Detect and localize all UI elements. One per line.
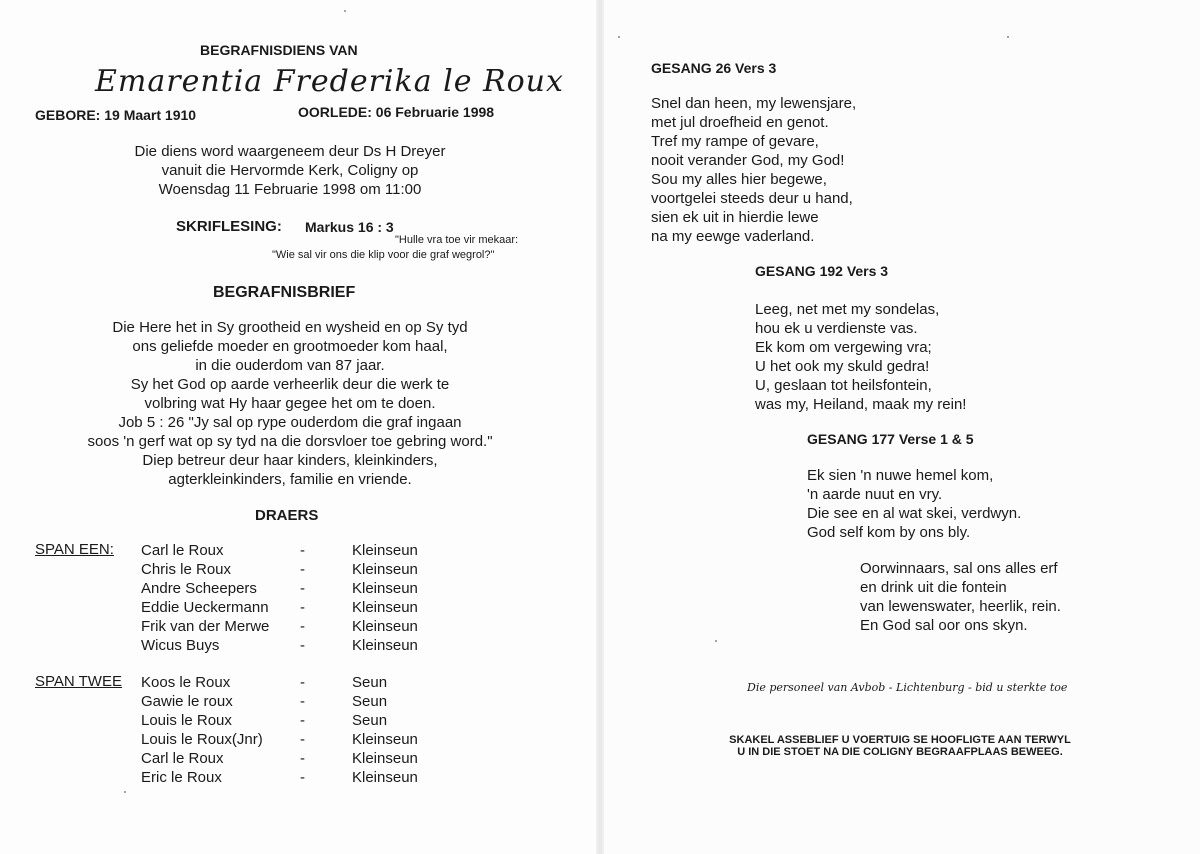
notice-line: SKAKEL ASSEBLIEF U VOERTUIG SE HOOFLIGTE AAN TERWYL (729, 734, 1071, 746)
letter-line: Die Here het in Sy grootheid en wysheid en op Sy tyd (112, 319, 468, 336)
bearer-relation: Kleinseun (352, 542, 418, 559)
bearer-relation: Seun (352, 674, 388, 691)
bearer-relation: Kleinseun (352, 769, 418, 786)
bearer-dash: - (300, 637, 305, 654)
hymn-line: Ek kom om vergewing vra; (755, 339, 932, 356)
team-one-label: SPAN EEN: (35, 541, 114, 558)
bearer-relation: Kleinseun (352, 561, 418, 578)
hymn-3-verse-5 (860, 559, 1061, 635)
letter-line: in die ouderdom van 87 jaar. (195, 357, 385, 374)
bearer-name: Louis le Roux (141, 712, 232, 729)
letter-body (40, 318, 540, 489)
bearer-name: Frik van der Merwe (141, 618, 270, 635)
hymn-line: 'n aarde nuut en vry. (807, 486, 943, 503)
deceased-name: Emarentia Frederika le Roux (95, 64, 564, 99)
hymn-line: Ek sien 'n nuwe hemel kom, (807, 467, 994, 484)
birth-date: GEBORE: 19 Maart 1910 (35, 107, 197, 123)
reading-label: SKRIFLESING: (176, 218, 282, 235)
hymn-line: Leeg, net met my sondelas, (755, 301, 940, 318)
bearer-dash: - (300, 731, 305, 748)
hymn-line: U het ook my skuld gedra! (755, 358, 930, 375)
bearer-dash: - (300, 693, 305, 710)
letter-heading: BEGRAFNISBRIEF (213, 284, 356, 301)
bearer-name: Andre Scheepers (141, 580, 257, 597)
team-one-dashes (300, 541, 305, 655)
team-two-dashes (300, 673, 305, 787)
notice-line: U IN DIE STOET NA DIE COLIGNY BEGRAAFPLAAS BEWEEG. (737, 746, 1063, 758)
hymn-line: voortgelei steeds deur u hand, (651, 190, 853, 207)
hymn-line: Oorwinnaars, sal ons alles erf (860, 560, 1058, 577)
service-title: BEGRAFNISDIENS VAN (200, 42, 358, 58)
sympathy-note: Die personeel van Avbob - Lichtenburg - bid u sterkte toe (747, 681, 1068, 694)
team-two-names (141, 673, 263, 787)
service-details (90, 142, 490, 199)
bearer-name: Wicus Buys (141, 637, 220, 654)
reading-quote-1: "Hulle vra toe vir mekaar: (395, 234, 519, 246)
letter-line: ons geliefde moeder en grootmoeder kom haal, (132, 338, 448, 355)
hymn-line: Tref my rampe of gevare, (651, 133, 819, 150)
hymn-line: U, geslaan tot heilsfontein, (755, 377, 932, 394)
hymn-line: van lewenswater, heerlik, rein. (860, 598, 1061, 615)
letter-line: Diep betreur deur haar kinders, kleinkinders, (142, 452, 438, 469)
bearer-name: Chris le Roux (141, 561, 232, 578)
hymn-line: Snel dan heen, my lewensjare, (651, 95, 857, 112)
bearer-relation: Kleinseun (352, 618, 418, 635)
bearer-name: Louis le Roux(Jnr) (141, 731, 263, 748)
bearer-relation: Kleinseun (352, 731, 418, 748)
service-line: Die diens word waargeneem deur Ds H Dreyer (134, 143, 446, 160)
hymn-line: sien ek uit in hierdie lewe (651, 209, 819, 226)
hymn-1-text (651, 94, 856, 246)
bearer-relation: Kleinseun (352, 599, 418, 616)
service-line: Woensdag 11 Februarie 1998 om 11:00 (158, 181, 422, 198)
bearer-dash: - (300, 542, 305, 559)
bearer-relation: Seun (352, 712, 388, 729)
scan-speck (618, 36, 620, 38)
page-fold (596, 0, 604, 854)
bearers-heading: DRAERS (255, 507, 319, 524)
death-date: OORLEDE: 06 Februarie 1998 (298, 104, 495, 120)
service-line: vanuit die Hervormde Kerk, Coligny op (161, 162, 419, 179)
reading-quote-2: "Wie sal vir ons die klip voor die graf wegrol?" (272, 249, 495, 261)
scan-speck (124, 791, 126, 793)
bearer-name: Eddie Ueckermann (141, 599, 269, 616)
bearer-dash: - (300, 580, 305, 597)
team-one-names (141, 541, 269, 655)
scan-speck (715, 640, 717, 642)
bearer-dash: - (300, 561, 305, 578)
hymn-3-title: GESANG 177 Verse 1 & 5 (807, 431, 974, 447)
hymn-line: hou ek u verdienste vas. (755, 320, 918, 337)
bearer-relation: Seun (352, 693, 388, 710)
hymn-2-text (755, 300, 966, 414)
team-one-relations (352, 541, 418, 655)
hymn-line: na my eewge vaderland. (651, 228, 815, 245)
bearer-dash: - (300, 599, 305, 616)
team-two-label: SPAN TWEE (35, 673, 122, 690)
bearer-name: Eric le Roux (141, 769, 222, 786)
hymn-line: met jul droefheid en genot. (651, 114, 829, 131)
hymn-line: en drink uit die fontein (860, 579, 1007, 596)
bearer-relation: Kleinseun (352, 637, 418, 654)
hymn-3-verse-1 (807, 466, 1021, 542)
letter-line: soos 'n gerf wat op sy tyd na die dorsvloer toe gebring word." (87, 433, 493, 450)
scan-speck (344, 10, 346, 12)
reading-reference: Markus 16 : 3 (305, 219, 394, 235)
hymn-line: Die see en al wat skei, verdwyn. (807, 505, 1022, 522)
letter-line: agterkleinkinders, familie en vriende. (168, 471, 412, 488)
bearer-name: Carl le Roux (141, 750, 224, 767)
bearer-relation: Kleinseun (352, 750, 418, 767)
hymn-line: Sou my alles hier begewe, (651, 171, 827, 188)
letter-line: Job 5 : 26 "Jy sal op rype ouderdom die graf ingaan (118, 414, 462, 431)
headlights-notice (700, 734, 1100, 758)
hymn-line: God self kom by ons bly. (807, 524, 971, 541)
team-two-relations (352, 673, 418, 787)
scan-speck (1007, 36, 1009, 38)
bearer-relation: Kleinseun (352, 580, 418, 597)
letter-line: volbring wat Hy haar gegee het om te doen. (144, 395, 436, 412)
bearer-dash: - (300, 712, 305, 729)
letter-line: Sy het God op aarde verheerlik deur die werk te (130, 376, 450, 393)
bearer-dash: - (300, 674, 305, 691)
bearer-name: Koos le Roux (141, 674, 231, 691)
hymn-line: nooit verander God, my God! (651, 152, 845, 169)
bearer-name: Carl le Roux (141, 542, 224, 559)
bearer-dash: - (300, 750, 305, 767)
bearer-dash: - (300, 618, 305, 635)
hymn-line: was my, Heiland, maak my rein! (755, 396, 967, 413)
hymn-1-title: GESANG 26 Vers 3 (651, 60, 777, 76)
hymn-2-title: GESANG 192 Vers 3 (755, 263, 889, 279)
bearer-name: Gawie le roux (141, 693, 233, 710)
bearer-dash: - (300, 769, 305, 786)
hymn-line: En God sal oor ons skyn. (860, 617, 1028, 634)
